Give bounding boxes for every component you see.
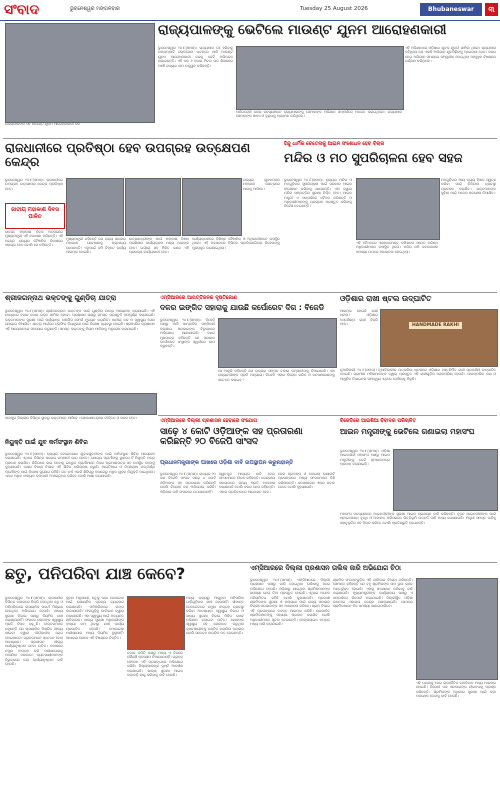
story6-body-1: ଆରମ୍ଭ ହୋଇଛି ରାଖୀ ଷ୍ଟଲ। ଓଡ଼ିଶାର ହସ୍ତଶିଳ୍ପ ରାଖୀ ବିକ୍ରି ହେବ। — [340, 309, 378, 327]
story2-body-2: ମୁଖ୍ୟମନ୍ତ୍ରୀ କହିଛନ୍ତି ଯେ ରାଜ୍ୟ ସରକାର ମହାକାଶ ଗବେଷଣାକୁ ପ୍ରାଧାନ୍ୟ ଦେଉଛନ୍ତି। ଏଥିପାଇଁ ଜମି ଚିହ୍ନଟ କାର୍ଯ୍ୟ ଆରମ୍ଭ ହୋଇଛି। — [66, 237, 126, 255]
story3-kicker-bar — [284, 141, 496, 150]
story2-photo-2 — [125, 178, 181, 236]
story6-body-2: ନୂଆଦିଲ୍ଲୀ ୨୪।୮(ସମସ)। ନୂଆଦିଲ୍ଲୀର ଉତ୍କଳିକା ଷ୍ଟଲରେ ଓଡ଼ିଶାର ହସ୍ତନିର୍ମିତ ରାଖୀ ପ୍ରଦର୍ଶନୀ ଉଦ୍‌ଘାଟିତ ହୋଇଛି। ଗ୍ରାମୀଣ ମହିଳାମାନଙ୍କ ଦ୍ୱାରା ପ୍ରସ୍ତୁତ ଏହି ରାଖୀଗୁଡ଼ିକ ଲୋକପ୍ରିୟ ହେଉଛି। ପାରମ୍ପରିକ କଳା ଓ ଆଧୁନିକ ଡିଜାଇନର ସମନ୍ୱୟ ଏଥିରେ ଦେଖିବାକୁ ମିଳୁଛି। — [340, 368, 496, 381]
story7-body-3: ରେଳ ପ୍ରକଳ୍ପ ଓ କୋଇଲା ରୟାଲଟି ପ୍ରସଙ୍ଗରେ ମଧ୍ୟ ସାଂସଦମାନେ କିଛି କରିନାହାନ୍ତି। ଜନସାଧାରଣ ଏହାର ଜବାବ ଦେବେ ବୋଲି କୁହାଯାଇଛି। — [278, 472, 335, 490]
story1-body: ଭୁବନେଶ୍ୱର ୨୪।୮(ସମସ)। ରାଜ୍ୟପାଳ ଡଃ ହରିବାବୁ କମ୍ଭମ୍ପାଟି ଲୋକସେବା ଭବନରେ ଆଜି ମାଉଣ୍ଟ ଯୁନମ ଆରୋହଣକାରୀ ଦଳକୁ ଭେଟି ଅଭିନନ୍ଦନ ଜଣାଇଛନ୍ତି। ଏହି ଦଳ ୬ ହଜାର ମିଟର ଉଚ୍ଚ ଶିଖରରେ ପହଞ୍ଚି ରାଜ୍ୟର ନାମ ଉଜ୍ଜ୍ୱଳ କରିଛନ୍ତି। — [158, 46, 233, 68]
story8-body-2: ମହାସଂଘ ସଦସ୍ୟମାନେ ଆଇନଜୀବୀଙ୍କ ସୁରକ୍ଷା ଆଇନ ପ୍ରଣୟନ ଦାବି କରିଛନ୍ତି। ନୂତନ ଆଇନଜୀବୀଙ୍କ ପାଇଁ ଷ୍ଟାଇପେଣ୍ଡ ବୃଦ୍ଧି ଓ ଅଦାଲତ ପରିସରରେ ଭିତ୍ତିଭୂମି ଉନ୍ନତି ଦାବି ମଧ୍ୟ ରଖାଯାଇଛି। ମନ୍ତ୍ରୀ ସମସ୍ତ ଦାବିକୁ ସହାନୁଭୂତିର ସହ ବିଚାର କରିବେ ବୋଲି ପ୍ରତିଶ୍ରୁତି ଦେଇଛନ୍ତି। — [340, 512, 496, 525]
story1-body-3: ଏହି ଅଭିଯାନରେ ଓଡ଼ିଶାର ଯୁବକ ଯୁବତୀ ସାମିଲ ଥିଲେ। ରାଜ୍ୟପାଳ କହିଥିଲେ ଯେ ଏଭଳି ଅଭିଯାନ ଯୁବପିଢ଼ିଙ୍କୁ ପ୍ରେରଣା ଦେବ। ଦଳର ନେତା ଅଭିଯାନ ସମୟରେ ସମ୍ମୁଖୀନ ହୋଇଥିବା ଆହ୍ୱାନ ବିଷୟରେ ବର୍ଣ୍ଣନା କରିଥିଲେ। — [405, 46, 496, 64]
story1-headline: ରାଜ୍ୟପାଳଙ୍କୁ ଭେଟିଲେ ମାଉଣ୍ଟ ଯୁନମ ଆରୋହଣକାରୀ — [158, 22, 447, 38]
story5-kicker: ଏମ୍‌ସିଆରରେ ଆପତ୍ତିଜନକ ଦୃଷ୍ଟିକୋଣ — [160, 295, 237, 301]
story4-headline: ଶ୍ରୀଜଗନ୍ନାଥ ଭକ୍ତଙ୍କୁ ଗୁଣ୍ଡିଚା ଯାତ୍ରା — [5, 294, 117, 302]
story7-headline: ସାଢ଼େ ୪ କୋଟି ଓଡ଼ିଆଙ୍କ ସହ ପ୍ରତାରଣା କରିଛନ୍ତି ୨୦ ବିଜେପି ସାଂସଦ — [160, 427, 303, 447]
handmade-rakhi-sign: HANDMADE RAKHI — [409, 322, 462, 329]
story9-body-2: ସୂଚନା ଅନୁଯାୟୀ, ଛତୁକୁ ତାଜା ଦେଖାଇବା ପାଇଁ ରାସାୟନିକ ଦ୍ରବ୍ୟ ବ୍ୟବହାର କରାଯାଉଛି। ପନିପରିବାରେ ରଙ୍ଗ ଲଗାଯାଉଛି। ଫଳଗୁଡ଼ିକୁ କାର୍ବାଇଡ ଦ୍ୱାରା ପକାଯାଉଛି। ଏହା ସ୍ୱାସ୍ଥ୍ୟ ପାଇଁ ଅତ୍ୟନ୍ତ କ୍ଷତିକାରକ। ଖାଦ୍ୟ ସୁରକ୍ଷା ଅଧିକାରୀଙ୍କ ସଂଖ୍ୟା କମ୍ ଥିବାରୁ ଯାଞ୍ଚ କାର୍ଯ୍ୟ ପ୍ରଭାବିତ ହେଉଛି। ମୋବାଇଲ ପରୀକ୍ଷାଗାର ମଧ୍ୟ ନିୟମିତ ବୁଲୁନାହିଁ। ସାଧାରଣ ଲୋକେ ଏହି ବିଷୟରେ ଚିନ୍ତିତ। — [66, 596, 124, 640]
story7-subhead: ପ୍ରଧାନମନ୍ତ୍ରୀଙ୍କ ପାଖରେ ଓଡ଼ିଶା ଦାବି ଉପସ୍ଥାପନ କରୁନାହାନ୍ତି — [160, 460, 294, 466]
story10-headline: ଏମ୍‌ସିଆରରେ ଦିଲ୍ଲୀ ପ୍ରଶାସନ ତାଲିକ ଜାରି ଅଭିଯୋଗ ଚିଠା — [250, 564, 401, 572]
story2-body-4: କାର୍ଯ୍ୟକ୍ରମରେ ବିଶିଷ୍ଟ ବୈଜ୍ଞାନିକ ଓ ଅଧିକାରୀମାନେ ଉପସ୍ଥିତ ଥିଲେ। ଏହି ଅବସରରେ ବିଭିନ୍ନ ପ୍ରତିଯୋଗିତାର ବିଜେତାଙ୍କୁ ପୁରସ୍କୃତ କରାଯାଇଥିଲା। — [192, 237, 280, 250]
story9-body-1: ଭୁବନେଶ୍ୱର ୨୪।୮(ସମସ)। ରାଜଧାନୀର ବିଭିନ୍ନ ବଜାରରେ ବିକ୍ରି ହେଉଥିବା ଛତୁ ଓ ପନିପରିବାରେ ରାସାୟନିକ ପଦାର୍ଥ ମିଶ୍ରଣ ହେଉଥିବା ଅଭିଯୋଗ ହେଉଛି। ଖାଦ୍ୟ ସୁରକ୍ଷା ବିଭାଗ ପକ୍ଷରୁ ନିୟମିତ ଯାଞ୍ଚ କରାଯାଉନାହିଁ। ଫଳରେ ଲୋକଙ୍କ ସ୍ୱାସ୍ଥ୍ୟ ପ୍ରତି ବିପଦ ବଢ଼ୁଛି। ଡାକ୍ତରମାନେ କହୁଛନ୍ତି ଯେ ରାସାୟନିକ ମିଶ୍ରିତ ଖାଦ୍ୟ ଖାଇବା ଦ୍ୱାରା ଦୀର୍ଘକାଳୀନ ରୋଗ ହୋଇପାରେ। ଗ୍ରାହକମାନେ ସଚେତନ ହେବା ଆବଶ୍ୟକ। ପ୍ରଶାସନ ଶୀଘ୍ର କାର୍ଯ୍ୟାନୁଷ୍ଠାନ ନେବା ଉଚିତ। ବଜାରରେ ନମୁନା ସଂଗ୍ରହ କରି ପରୀକ୍ଷାଗାରକୁ ପଠାଯିବା ଦରକାର। ବ୍ୟବସାୟୀମାନଙ୍କ ବିରୁଦ୍ଧରେ କଡ଼ା କାର୍ଯ୍ୟାନୁଷ୍ଠାନ ଦାବି ହେଉଛି। — [5, 596, 63, 667]
story7-body-1: ଭୁବନେଶ୍ୱର ୨୪।୮(ସମସ)। ରାଜ୍ୟର ୨୦ ଜଣ ବିଜେପି ସାଂସଦ ସାଢ଼େ ୪ କୋଟି ଓଡ଼ିଆଙ୍କ ସହ ପ୍ରତାରଣା କରିଛନ୍ତି ବୋଲି ବିରୋଧୀ ଦଳ ଅଭିଯୋଗ କରିଛି। ଓଡ଼ିଶାର ଦାବି ସଂସଦରେ ଉଠାଯାଉନାହିଁ। — [160, 472, 216, 494]
story3-kicker: ହିନ୍ଦୁ ଧାର୍ମିକ ଚେତେନାକୁ ଆଇନ ସଂଶୋଧନ ହେବ ବିଚାର — [284, 141, 385, 147]
story3-body-2: ଏହି ବୈଠକରେ ଏଣ୍ଡୋମେଣ୍ଟ କମିଶନର ସମେତ ବରିଷ୍ଠ ଅଧିକାରୀମାନେ ଉପସ୍ଥିତ ଥିଲେ। ମନ୍ଦିର ଜମି ଜବରଦଖଲ ସମସ୍ୟା ଉପରେ ଆଲୋଚନା ହୋଇଥିଲା। — [356, 241, 438, 254]
story9-body-3: ବଜାର କମିଟି ପକ୍ଷରୁ ମଧ୍ୟ ଏ ଦିଗରେ କୌଣସି ପଦକ୍ଷେପ ନିଆଯାଉନାହିଁ। ଗ୍ରାହକ ଫୋରମ ଏହି ପ୍ରସଙ୍ଗରେ ଅଭିଯୋଗ କରିଛି। ଜିଲ୍ଲାପାଳଙ୍କ ଦୃଷ୍ଟି ଆକର୍ଷଣ କରାଯାଇଛି। ଖାଦ୍ୟ ସୁରକ୍ଷା ଆଇନ କଡ଼ାକଡ଼ି ଲାଗୁ କରିବାକୁ ଦାବି ହେଉଛି। — [127, 651, 183, 678]
story2-body-3: ଛାତ୍ରଛାତ୍ରୀଙ୍କ ପାଇଁ ମହାକାଶ ବିଜ୍ଞାନ ପ୍ରଶିକ୍ଷଣ କାର୍ଯ୍ୟକ୍ରମ ମଧ୍ୟ ଆରମ୍ଭ ହେବ। ଇସ୍ରୋ ସହ ମିଳିତ ଭାବେ ଏହି ପ୍ରକଳ୍ପ କାର୍ଯ୍ୟକାରୀ ହେବ। — [129, 237, 189, 255]
climbers-photo — [236, 46, 404, 110]
story1-caption: ରାଜ୍ୟପାଳଙ୍କ ସହ ମାଉଣ୍ଟ ଯୁନମ ଆରୋହଣକାରୀ ଦଳ — [5, 122, 80, 126]
page-number: ୩ — [485, 3, 498, 16]
story2-photo-1 — [66, 178, 124, 236]
story3-body-3: ମଠଗୁଡ଼ିକର ଆୟ ବ୍ୟୟ ହିସାବ ସ୍ୱଚ୍ଛ କରିବା ପାଇଁ ଡିଜିଟାଲ ବ୍ୟବସ୍ଥା ପ୍ରଚଳନ କରାଯିବ। ଭକ୍ତମାନଙ୍କ ସୁବିଧା ପାଇଁ ଅନେକ ପଦକ୍ଷେପ ନିଆଯିବ। — [441, 178, 496, 196]
story5-body-1: ଭୁବନେଶ୍ୱର ୨୪।୮(ସମସ)। ବିଜେଡି ପକ୍ଷରୁ ଆଜି ସାମ୍ବାଦିକ ସମ୍ମିଳନୀ କରାଯାଇ ସରକାରଙ୍କ ବିରୁଦ୍ଧରେ ଅଭିଯୋଗ ଆଣାଯାଇଛି। ଦଳର ମୁଖପାତ୍ର କହିଛନ୍ତି ଯେ ସରକାର କର୍ପୋରେଟ ସଂସ୍ଥାଙ୍କ ସ୍ୱାର୍ଥରେ କାମ କରୁଛନ୍ତି। — [160, 318, 215, 349]
story10-body-1: ଭୁବନେଶ୍ୱର ୨୪।୮(ସମସ)। ଏମ୍‌ସିଆରରେ ଦିଲ୍ଲୀ ପ୍ରଶାସନ ପକ୍ଷରୁ ଜାରି ହୋଇଥିବା ତାଲିକାକୁ ନେଇ ଅଭିଯୋଗ ହେଉଛି। ଓଡ଼ିଶାରୁ ଯାଇଥିବା ଶ୍ରମିକମାନଙ୍କ ସମସ୍ୟା ନେଇ ଚିଠା ପ୍ରସ୍ତୁତ ହୋଇଛି। ଏଥିରେ ଅନେକ ଅନିୟମିତତା ରହିଛି ବୋଲି କୁହାଯାଉଛି। ପ୍ରବାସୀ ଶ୍ରମିକଙ୍କ ସୁରକ୍ଷା ଓ କଲ୍ୟାଣ ପାଇଁ ରାଜ୍ୟ ସରକାର ଦିଲ୍ଲୀ ସରକାରଙ୍କ ସହ ଆଲୋଚନା କରିବେ। ଶ୍ରମ ବିଭାଗ ଏହି ପ୍ରସଙ୍ଗରେ ତଦନ୍ତ ଆରମ୍ଭ କରିଛି। ପ୍ରଭାବିତ ଶ୍ରମିକମାନଙ୍କୁ ସହାୟତା ପ୍ରଦାନ କରାଯିବ ବୋଲି ଅଧିକାରୀମାନେ ସୂଚନା ଦେଇଛନ୍ତି। ହେଲ୍ପଲାଇନ ନମ୍ବର ମଧ୍ୟ ଜାରି କରାଯାଇଛି। — [250, 578, 330, 627]
story2-body-5: ରାଜ୍ୟର ଯୁବକମାନେ ମହାକାଶ କ୍ଷେତ୍ରରେ ଆଗକୁ ଆସିବେ। — [243, 178, 280, 191]
story8-kicker: ବିଜେଡିରେ ଆଇଶିଆ ବିବାଦର ପରିଚାଳିତ — [340, 418, 417, 424]
story2-body-1: ଜାତୀୟ ମହାକାଶ ଦିବସ ଅବସରରେ ମୁଖ୍ୟମନ୍ତ୍ରୀ ଏହି ଘୋଷଣା କରିଛନ୍ତି। ଏହି କେନ୍ଦ୍ର ରାଜ୍ୟର ବୈଜ୍ଞାନିକ ବିକାଶରେ ସହାୟକ ହେବ ବୋଲି ସେ କହିଛନ୍ତି। — [5, 230, 63, 248]
story4-photo — [5, 393, 157, 415]
story4b-headline: ନିୟୁକ୍ତି ପାଇଁ ଯୁବ କର୍ମସଂସ୍ଥାନ ଶିବିର — [5, 439, 88, 446]
event-box — [5, 203, 65, 229]
masthead — [0, 0, 500, 21]
story7-body-2: ସ୍ୱତନ୍ତ୍ର ମାନ୍ୟତା ଦାବି ନେଇ ସାଂସଦମାନେ ନୀରବ ରହିଛନ୍ତି। କେନ୍ଦ୍ରୀୟ ସହାୟତାରେ ରାଜ୍ୟ ପ୍ରତି ଅବହେଳା କରାଯାଉଛି ବୋଲି ଦଳର ନେତା କହିଛନ୍ତି। ଏହାର ପ୍ରତିବାଦରେ ଆନ୍ଦୋଳନ ହେବ। — [219, 472, 275, 494]
story10-photo — [416, 578, 498, 680]
divider — [3, 138, 497, 139]
story3-headline: ମନ୍ଦିର ଓ ମଠ ସୁପରିଚାଳନା ହେବ ସହଜ — [284, 150, 463, 165]
story4-body: ଭୁବନେଶ୍ୱର ୨୪।୮(ସମସ)। ଶ୍ରୀଜଗନ୍ନାଥ ଭକ୍ତଙ୍କ ପାଇଁ ଗୁଣ୍ଡିଚା ଯାତ୍ରା ଆୟୋଜନ କରାଯାଇଛି। ଏହି ଯାତ୍ରାରେ ହଜାର ହଜାର ଭକ୍ତ ସାମିଲ ହେବେ। ପ୍ରଶାସନ ପକ୍ଷରୁ ସମସ୍ତ ପ୍ରସ୍ତୁତି ସମ୍ପୂର୍ଣ୍ଣ କରାଯାଇଛି। ଭକ୍ତମାନଙ୍କ ସୁରକ୍ଷା ପାଇଁ ପର୍ଯ୍ୟାପ୍ତ ପୋଲିସ ଫୋର୍ସ ମୁତୟନ କରାଯିବ। ପାନୀୟ ଜଳ ଓ ସ୍ୱାସ୍ଥ୍ୟ ସେବା ଯୋଗାଇ ଦିଆଯିବ। ଯାତ୍ରା ମାର୍ଗରେ ଟ୍ରାଫିକ ନିୟନ୍ତ୍ରଣ ପାଇଁ ବିଶେଷ ବ୍ୟବସ୍ଥା ହୋଇଛି। ଶ୍ରୀମନ୍ଦିର ପ୍ରଶାସନ ଏହି ଆୟୋଜନରେ ସହଯୋଗ କରୁଛନ୍ତି। ସମସ୍ତ ଭକ୍ତଙ୍କୁ ନିୟମ ମାନିବାକୁ ଅନୁରୋଧ କରାଯାଇଛି। — [5, 309, 155, 331]
governor-photo — [5, 23, 155, 123]
divider — [3, 562, 497, 563]
issue-meta: ଭୁବନେଶ୍ୱର ମଙ୍ଗଳବାର — [70, 6, 120, 12]
vegetables-photo — [127, 596, 185, 650]
story9-headline: ଛତୁ, ପନିପରିବା ଯାଞ୍ଚ କେବେ? — [5, 564, 186, 583]
story10-body-2: ଶ୍ରମିକ ସଂଗଠନଗୁଡ଼ିକ ଏହି ତାଲିକାର ବିରୋଧ କରିଛନ୍ତି। ସେମାନେ କହିଛନ୍ତି ଯେ ବହୁ ଶ୍ରମିକଙ୍କ ନାମ ଭୁଲ ଭାବେ ଅନ୍ତର୍ଭୁକ୍ତ ହୋଇଛି। ଏହାକୁ ସଂଶୋଧନ କରିବାକୁ ଦାବି କରାଯାଇଛି। ମୁଖ୍ୟମନ୍ତ୍ରୀଙ୍କ କାର୍ଯ୍ୟାଳୟ ପକ୍ଷରୁ ଏ ସମ୍ପର୍କରେ ରିପୋର୍ଟ ମଗାଯାଇଛି। ଦିଲ୍ଲୀସ୍ଥିତ ଓଡ଼ିଶା ଭବନରେ ସହାୟତା କେନ୍ଦ୍ର ଖୋଲାଯାଇଛି। ସେଠାରେ ଶ୍ରମିକମାନେ ନିଜ ସମସ୍ୟା ଜଣାଇପାରିବେ। — [333, 578, 413, 609]
story1-body-2: ପର୍ବତାରୋହୀ ଦଳର ସଦସ୍ୟମାନେ ରାଜ୍ୟପାଳଙ୍କୁ ସେମାନଙ୍କ ଅଭିଯାନ ସମ୍ପର୍କରେ ଅବଗତ କରାଇଥିଲେ। ରାଜ୍ୟପାଳ ସେମାନଙ୍କ ସାହସ ଓ ଦୃଢ଼ତାକୁ ପ୍ରଶଂସା କରିଥିଲେ। — [236, 110, 402, 119]
story10-body-3: ଏହି ଘଟଣାକୁ ନେଇ ରାଜନୈତିକ ବାଦବିବାଦ ମଧ୍ୟ ଆରମ୍ଭ ହୋଇଛି। ବିରୋଧୀ ଦଳ ସରକାରଙ୍କ ନୀରବତାକୁ ପ୍ରଶ୍ନ କରିଛନ୍ତି। ଶ୍ରମିକଙ୍କ ଅଧିକାର ସୁରକ୍ଷା ପାଇଁ କଡ଼ା ପଦକ୍ଷେପ ନେବାକୁ ଦାବି ହେଉଛି। — [416, 681, 496, 699]
event-box-label: ଜାତୀୟ ମହାକାଶ ଦିବସ ପାଳିତ — [11, 207, 59, 220]
story9-body-4: ଅନ୍ୟ ରାଜ୍ୟରୁ ଆସୁଥିବା ପନିପରିବା ଗାଡ଼ିଗୁଡ଼ିକର ଯାଞ୍ଚ ହେଉନାହିଁ। ସୀମାନ୍ତ ଚେକଗେଟରେ ନମୁନା ସଂଗ୍ରହ ବ୍ୟବସ୍ଥା କରିବା ଆବଶ୍ୟକ। ସ୍ୱାସ୍ଥ୍ୟ ବିଭାଗ ଓ ଖାଦ୍ୟ ସୁରକ୍ଷା ବିଭାଗ ମିଳିତ ଭାବେ ଅଭିଯାନ ଚଳାଇବା ଉଚିତ। ଲୋକଙ୍କ ସ୍ୱାସ୍ଥ୍ୟ ସହ ଖେଳବାଡ଼ କରୁଥିବା ବ୍ୟବସାୟୀଙ୍କୁ ଦଣ୍ଡିତ କରାଯିବା ଦରକାର ବୋଲି ସଚେତନ ନାଗରିକ ମତ ଦେଇଛନ୍ତି। — [186, 596, 244, 636]
edition-city: Bhubaneswar — [420, 3, 482, 16]
story8-photo — [393, 449, 498, 511]
story2-photo-3 — [182, 178, 242, 236]
story5-headline: ଦଳର ଇଙ୍ଗିତ ସହାରାକୁ ଯାଉଛି କର୍ପୋରେଟ ଦିଗ : ବିଜେଡି — [160, 303, 325, 312]
divider — [158, 415, 497, 416]
story6-photo — [380, 309, 498, 367]
story3-body-1: ଭୁବନେଶ୍ୱର ୨୪।୮(ସମସ)। ରାଜ୍ୟର ମନ୍ଦିର ଓ ମଠଗୁଡ଼ିକର ସୁପରିଚାଳନା ପାଇଁ ସରକାର ଆଇନ ସଂଶୋଧନ କରିବାକୁ ଯାଉଛନ୍ତି। ଏହା ଦ୍ୱାରା ମନ୍ଦିର ସମ୍ପତ୍ତିର ସୁରକ୍ଷା ନିଶ୍ଚିତ ହେବ। ଆଇନ ମନ୍ତ୍ରୀ ଏ ସମ୍ପର୍କରେ ବୈଠକ କରିଛନ୍ତି ଓ ଅଧିକାରୀମାନଙ୍କୁ ପ୍ରସ୍ତାବ ପ୍ରସ୍ତୁତ କରିବାକୁ ନିର୍ଦ୍ଦେଶ ଦେଇଛନ୍ତି। — [284, 178, 352, 209]
story2-body-intro: ଭୁବନେଶ୍ୱର ୨୪।୮(ସମସ)। ରାଜଧାନୀରେ ଉପଗ୍ରହ ଉତ୍କ୍ଷେପଣ କେନ୍ଦ୍ର ପ୍ରତିଷ୍ଠା ହେବ। — [5, 178, 63, 191]
story5-photo — [218, 318, 337, 368]
story5-body-2: ସେ ଆହୁରି କହିଛନ୍ତି ଯେ ରାଜ୍ୟର ସମ୍ପଦ ବାହାର କମ୍ପାନୀଙ୍କୁ ଦିଆଯାଉଛି। ଏହା ରାଜ୍ୟବାସୀଙ୍କ ପ୍ରତି ଅନ୍ୟାୟ। ବିଜେଡି ଏହାର ବିରୋଧ କରିବ ଓ ଜନସାଧାରଣଙ୍କୁ ସଚେତନ କରାଇବ। — [218, 369, 335, 382]
story6-headline: ଓଡ଼ିଶାର ରାଖୀ ଷ୍ଟଲ ଉଦ୍‌ଘାଟିତ — [340, 294, 432, 303]
story2-headline: ରାଜଧାନୀରେ ପ୍ରତିଷ୍ଠା ହେବ ଉପଗ୍ରହ ଉତ୍କ୍ଷେପଣ କେନ୍ଦ୍ର — [5, 140, 251, 169]
issue-date: Tuesday 25 August 2026 — [300, 6, 368, 12]
story4-body-2: ଜାଜପୁର ଜିଲ୍ଲାର ବିଭିନ୍ନ ସ୍ଥାନରୁ ଭକ୍ତମାନେ ଆସିବେ। ଶୋଭାଯାତ୍ରାରେ କୀର୍ତ୍ତନ ଓ ଭଜନ ହେବ। — [5, 416, 138, 420]
story7-kicker: ଏମ୍‌ସିଆରରେ ଦିଲ୍ଲୀ ପ୍ରଶାସନ ହେବାରେ ସଂଯୋଗ — [160, 418, 258, 424]
story4b-body: ଭୁବନେଶ୍ୱର ୨୪।୮(ସମସ)। ରାଜ୍ୟର ବେରୋଜଗାର ଯୁବକଯୁବତୀଙ୍କ ପାଇଁ କର୍ମସଂସ୍ଥାନ ଶିବିର ଆୟୋଜନ କରାଯାଇଛି। ଏଥିରେ ବିଭିନ୍ନ ଘରୋଇ କମ୍ପାନୀ ଭାଗ ନେବେ। ଯୋଗ୍ୟ ପ୍ରାର୍ଥୀଙ୍କୁ ସ୍ଥାନରେ ହିଁ ନିଯୁକ୍ତି ପତ୍ର ପ୍ରଦାନ କରାଯିବ। ଶିବିରରେ ଭାଗ ନେବାକୁ ଇଚ୍ଛୁକ ପ୍ରାର୍ଥୀମାନେ ନିଜର ପ୍ରମାଣପତ୍ର ସହ ଉପସ୍ଥିତ ହେବାକୁ କୁହାଯାଇଛି। ଦକ୍ଷତା ବିକାଶ ବିଭାଗ ଏହି ଶିବିର ପରିଚାଳନା କରୁଛି। ଆଇଟିଆଇ ଓ ଡିପ୍ଲୋମା ଉତ୍ତୀର୍ଣ୍ଣ ପ୍ରାର୍ଥୀଙ୍କ ପାଇଁ ବିଶେଷ ସୁଯୋଗ ରହିଛି। ଗତ ବର୍ଷ ଏଭଳି ଶିବିରରୁ ହଜାରେରୁ ଅଧିକ ଯୁବକ ନିଯୁକ୍ତି ପାଇଥିଲେ। ଏଥର ଅଧିକ ସଂଖ୍ୟକ କମ୍ପାନୀ ଅଂଶଗ୍ରହଣ କରିବେ ବୋଲି ଆଶା କରାଯାଉଛି। — [5, 452, 155, 479]
story8-body-1: ଭୁବନେଶ୍ୱର ୨୪।୮(ସମସ)। ଓଡ଼ିଶା ଆଇନଜୀବୀ ମହାସଂଘ ପକ୍ଷରୁ ଆଇନ ମନ୍ତ୍ରୀଙ୍କୁ ଭେଟି ସ୍ମାରକପତ୍ର ପ୍ରଦାନ କରାଯାଇଛି। — [340, 449, 390, 467]
story3-photo — [356, 178, 440, 240]
story8-headline: ଆଇନ ମନ୍ତ୍ରୀଙ୍କୁ ଭେଟିଲେ ଗଣାଇଲା ମହାସଂଘ — [340, 427, 475, 436]
divider — [3, 292, 497, 293]
newspaper-logo: ସଂବାଦ — [4, 2, 40, 18]
